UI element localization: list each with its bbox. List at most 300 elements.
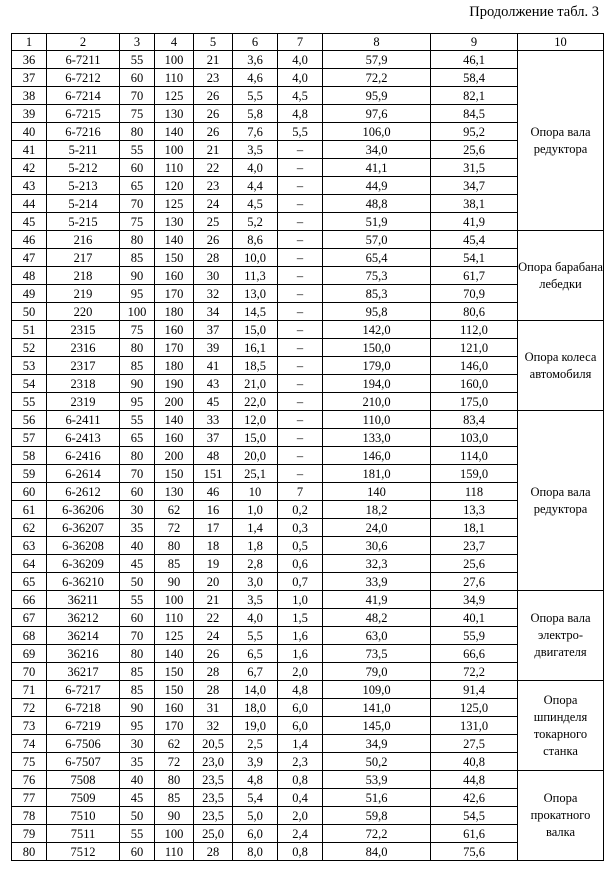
header-cell: 9 (431, 34, 518, 51)
table-cell: 26 (194, 231, 233, 249)
application-note: Опора вала редуктора (518, 411, 604, 591)
table-cell: 54 (12, 375, 47, 393)
table-cell: 23,5 (194, 771, 233, 789)
table-cell: 146,0 (431, 357, 518, 375)
table-cell: 125 (155, 627, 194, 645)
table-row (12, 321, 604, 339)
table-cell: 75 (120, 105, 155, 123)
table-cell: 67 (12, 609, 47, 627)
table-cell: 20 (194, 573, 233, 591)
table-cell: 181,0 (323, 465, 431, 483)
table-cell: 36216 (47, 645, 120, 663)
table-cell: 4,5 (278, 87, 323, 105)
table-cell: 25,0 (194, 825, 233, 843)
table-cell: 2,4 (278, 825, 323, 843)
table-cell: 48 (194, 447, 233, 465)
table-cell: 2317 (47, 357, 120, 375)
table-cell: 53,9 (323, 771, 431, 789)
table-cell: 140 (155, 411, 194, 429)
table-cell: 2318 (47, 375, 120, 393)
table-cell: 32,3 (323, 555, 431, 573)
table-cell: 4,8 (278, 105, 323, 123)
table-cell: 19,0 (233, 717, 278, 735)
table-cell: 54,1 (431, 249, 518, 267)
table-row (12, 483, 604, 501)
table-cell: 150,0 (323, 339, 431, 357)
table-cell: 7508 (47, 771, 120, 789)
table-row (12, 141, 604, 159)
table-cell: 6-2612 (47, 483, 120, 501)
table-cell: 180 (155, 357, 194, 375)
table-cell: 112,0 (431, 321, 518, 339)
table-cell: – (278, 321, 323, 339)
table-cell: 1,6 (278, 627, 323, 645)
table-cell: – (278, 195, 323, 213)
table-cell: 85 (155, 789, 194, 807)
table-cell: 68 (12, 627, 47, 645)
table-cell: 36211 (47, 591, 120, 609)
table-cell: 40 (120, 771, 155, 789)
table-cell: 21 (194, 591, 233, 609)
table-cell: 7512 (47, 843, 120, 861)
table-cell: 32 (194, 285, 233, 303)
table-row (12, 105, 604, 123)
table-cell: 1,4 (278, 735, 323, 753)
header-cell: 8 (323, 34, 431, 51)
table-cell: 51 (12, 321, 47, 339)
table-cell: 37 (194, 429, 233, 447)
table-cell: 6,0 (278, 717, 323, 735)
table-row (12, 393, 604, 411)
table-cell: 8,6 (233, 231, 278, 249)
table-row (12, 195, 604, 213)
table-cell: 4,6 (233, 69, 278, 87)
table-cell: 18,0 (233, 699, 278, 717)
table-cell: 125 (155, 87, 194, 105)
table-cell: 18 (194, 537, 233, 555)
table-cell: 46,1 (431, 51, 518, 69)
table-cell: 36212 (47, 609, 120, 627)
table-cell: 95 (120, 717, 155, 735)
table-cell: 72 (155, 753, 194, 771)
table-cell: 6-36207 (47, 519, 120, 537)
table-cell: 140 (155, 645, 194, 663)
table-cell: – (278, 447, 323, 465)
table-row (12, 681, 604, 699)
table-cell: 55 (12, 393, 47, 411)
table-cell: 23,0 (194, 753, 233, 771)
table-cell: 100 (155, 825, 194, 843)
table-cell: 73,5 (323, 645, 431, 663)
table-cell: 6-2413 (47, 429, 120, 447)
table-cell: 6-7506 (47, 735, 120, 753)
table-cell: 22,0 (233, 393, 278, 411)
header-cell: 4 (155, 34, 194, 51)
table-cell: 50,2 (323, 753, 431, 771)
table-cell: 150 (155, 249, 194, 267)
table-cell: 70 (120, 627, 155, 645)
table-cell: 51,6 (323, 789, 431, 807)
table-cell: – (278, 375, 323, 393)
table-cell: 39 (194, 339, 233, 357)
table-cell: 75 (120, 321, 155, 339)
table-cell: 160 (155, 699, 194, 717)
table-cell: 55 (120, 141, 155, 159)
table-row (12, 573, 604, 591)
table-cell: 110 (155, 843, 194, 861)
table-cell: 23 (194, 69, 233, 87)
table-cell: – (278, 303, 323, 321)
table-cell: 3,0 (233, 573, 278, 591)
table-cell: 70 (120, 87, 155, 105)
table-cell: 0,7 (278, 573, 323, 591)
header-cell: 5 (194, 34, 233, 51)
table-cell: 66 (12, 591, 47, 609)
table-cell: 90 (120, 375, 155, 393)
table-cell: 100 (120, 303, 155, 321)
table-cell: 18,5 (233, 357, 278, 375)
table-cell: 48 (12, 267, 47, 285)
table-cell: 109,0 (323, 681, 431, 699)
table-cell: 43 (12, 177, 47, 195)
table-cell: 24 (194, 627, 233, 645)
table-row (12, 807, 604, 825)
table-cell: 5-214 (47, 195, 120, 213)
table-cell: 60 (120, 843, 155, 861)
table-cell: 53 (12, 357, 47, 375)
table-cell: 25,1 (233, 465, 278, 483)
application-note: Опора колеса автомобиля (518, 321, 604, 411)
table-cell: 6-36208 (47, 537, 120, 555)
table-cell: 27,6 (431, 573, 518, 591)
table-cell: 75,3 (323, 267, 431, 285)
table-cell: 150 (155, 465, 194, 483)
table-cell: 61 (12, 501, 47, 519)
table-cell: 95 (120, 285, 155, 303)
table-row (12, 177, 604, 195)
table-cell: 31 (194, 699, 233, 717)
table-cell: 175,0 (431, 393, 518, 411)
table-cell: 48,8 (323, 195, 431, 213)
table-row (12, 375, 604, 393)
table-cell: 4,0 (233, 609, 278, 627)
table-cell: 72,2 (323, 69, 431, 87)
table-cell: 55,9 (431, 627, 518, 645)
table-cell: 80 (120, 231, 155, 249)
table-cell: 95,2 (431, 123, 518, 141)
table-cell: 65 (12, 573, 47, 591)
table-cell: 84,5 (431, 105, 518, 123)
table-cell: 60 (120, 483, 155, 501)
table-cell: 70 (12, 663, 47, 681)
table-cell: 6-7215 (47, 105, 120, 123)
table-cell: 65 (120, 429, 155, 447)
table-cell: 131,0 (431, 717, 518, 735)
table-cell: 95 (120, 393, 155, 411)
table-cell: 72,2 (431, 663, 518, 681)
table-row (12, 339, 604, 357)
table-cell: 6-7214 (47, 87, 120, 105)
table-row (12, 825, 604, 843)
table-cell: 5,5 (233, 627, 278, 645)
table-cell: 7511 (47, 825, 120, 843)
table-cell: 38 (12, 87, 47, 105)
table-cell: 63 (12, 537, 47, 555)
table-cell: 15,0 (233, 321, 278, 339)
table-cell: 170 (155, 285, 194, 303)
table-cell: 58 (12, 447, 47, 465)
table-cell: 57,0 (323, 231, 431, 249)
table-cell: – (278, 357, 323, 375)
table-cell: 5-211 (47, 141, 120, 159)
table-cell: 65 (120, 177, 155, 195)
table-cell: 75,6 (431, 843, 518, 861)
table-cell: 41 (194, 357, 233, 375)
table-cell: 30 (120, 501, 155, 519)
table-row (12, 627, 604, 645)
table-cell: 39 (12, 105, 47, 123)
table-cell: 13,3 (431, 501, 518, 519)
table-cell: 20,0 (233, 447, 278, 465)
table-cell: – (278, 465, 323, 483)
table-cell: 6-7216 (47, 123, 120, 141)
table-cell: 46 (12, 231, 47, 249)
table-cell: 5,0 (233, 807, 278, 825)
table-cell: 4,8 (278, 681, 323, 699)
table-cell: 160 (155, 267, 194, 285)
table-cell: 65,4 (323, 249, 431, 267)
table-row (12, 267, 604, 285)
table-cell: 25,6 (431, 555, 518, 573)
table-cell: 22 (194, 159, 233, 177)
table-cell: 141,0 (323, 699, 431, 717)
table-row (12, 519, 604, 537)
table-cell: 91,4 (431, 681, 518, 699)
table-cell: 217 (47, 249, 120, 267)
table-row (12, 429, 604, 447)
table-row (12, 51, 604, 69)
application-note: Опора прокатного валка (518, 771, 604, 861)
table-cell: 61,7 (431, 267, 518, 285)
table-cell: 1,6 (278, 645, 323, 663)
table-cell: 6-7212 (47, 69, 120, 87)
table-cell: 7509 (47, 789, 120, 807)
table-row (12, 465, 604, 483)
table-cell: 57,9 (323, 51, 431, 69)
table-row (12, 699, 604, 717)
table-cell: 151 (194, 465, 233, 483)
table-cell: 28 (194, 843, 233, 861)
table-cell: 66,6 (431, 645, 518, 663)
table-cell: 2,0 (278, 807, 323, 825)
table-cell: 72 (155, 519, 194, 537)
table-cell: 79 (12, 825, 47, 843)
table-cell: 18,1 (431, 519, 518, 537)
table-row (12, 231, 604, 249)
table-cell: 5,4 (233, 789, 278, 807)
table-cell: 16 (194, 501, 233, 519)
table-cell: 50 (120, 573, 155, 591)
table-cell: 2,0 (278, 663, 323, 681)
table-cell: 85 (120, 663, 155, 681)
table-cell: 72,2 (323, 825, 431, 843)
table-cell: 62 (155, 735, 194, 753)
table-cell: 33 (194, 411, 233, 429)
table-cell: 125 (155, 195, 194, 213)
table-cell: 80 (120, 339, 155, 357)
table-cell: 10,0 (233, 249, 278, 267)
table-cell: 7510 (47, 807, 120, 825)
table-cell: 80 (155, 771, 194, 789)
table-cell: 50 (12, 303, 47, 321)
table-cell: 80 (155, 537, 194, 555)
table-cell: 6-7211 (47, 51, 120, 69)
table-cell: 1,5 (278, 609, 323, 627)
table-cell: 59 (12, 465, 47, 483)
table-cell: – (278, 249, 323, 267)
table-cell: 4,0 (233, 159, 278, 177)
table-cell: 106,0 (323, 123, 431, 141)
application-note: Опора вала электро-двигателя (518, 591, 604, 681)
table-cell: 45 (194, 393, 233, 411)
table-cell: 44 (12, 195, 47, 213)
table-row (12, 717, 604, 735)
header-row (12, 34, 604, 51)
table-cell: 15,0 (233, 429, 278, 447)
table-cell: 2316 (47, 339, 120, 357)
table-cell: 78 (12, 807, 47, 825)
table-cell: 41 (12, 141, 47, 159)
table-cell: 25,6 (431, 141, 518, 159)
table-cell: 0,8 (278, 771, 323, 789)
table-cell: 180 (155, 303, 194, 321)
table-cell: 210,0 (323, 393, 431, 411)
table-cell: 70,9 (431, 285, 518, 303)
table-cell: 80,6 (431, 303, 518, 321)
table-cell: 21 (194, 51, 233, 69)
table-row (12, 843, 604, 861)
table-cell: 6,0 (278, 699, 323, 717)
header-cell: 10 (518, 34, 604, 51)
table-row (12, 285, 604, 303)
table-cell: 2,3 (278, 753, 323, 771)
header-cell: 2 (47, 34, 120, 51)
table-row (12, 663, 604, 681)
table-cell: 5,5 (233, 87, 278, 105)
table-cell: 11,3 (233, 267, 278, 285)
table-cell: – (278, 267, 323, 285)
table-cell: 7 (278, 483, 323, 501)
table-cell: 103,0 (431, 429, 518, 447)
table-cell: 23,7 (431, 537, 518, 555)
table-cell: 45 (12, 213, 47, 231)
table-cell: 16,1 (233, 339, 278, 357)
table-cell: 36 (12, 51, 47, 69)
table-cell: 100 (155, 591, 194, 609)
table-cell: 50 (120, 807, 155, 825)
table-cell: 30,6 (323, 537, 431, 555)
table-cell: 120 (155, 177, 194, 195)
table-cell: 80 (120, 123, 155, 141)
table-cell: 60 (120, 159, 155, 177)
table-cell: 55 (120, 411, 155, 429)
table-cell: 3,5 (233, 141, 278, 159)
table-cell: 80 (120, 447, 155, 465)
table-cell: 12,0 (233, 411, 278, 429)
table-cell: 14,5 (233, 303, 278, 321)
table-cell: 40,1 (431, 609, 518, 627)
table-header (12, 34, 604, 51)
table-cell: 100 (155, 141, 194, 159)
table-cell: 1,0 (233, 501, 278, 519)
table-cell: 6,0 (233, 825, 278, 843)
table-cell: 43 (194, 375, 233, 393)
table-row (12, 609, 604, 627)
table-cell: 3,6 (233, 51, 278, 69)
table-cell: 130 (155, 105, 194, 123)
table-cell: 6-2411 (47, 411, 120, 429)
table-cell: 44,8 (431, 771, 518, 789)
table-cell: 55 (120, 591, 155, 609)
table-caption: Продолжение табл. 3 (469, 4, 599, 20)
table-cell: 35 (120, 519, 155, 537)
table-cell: 194,0 (323, 375, 431, 393)
table-row (12, 789, 604, 807)
table-cell: 1,4 (233, 519, 278, 537)
table-row (12, 69, 604, 87)
application-note: Опора шпинделя токарного станка (518, 681, 604, 771)
table-cell: 170 (155, 339, 194, 357)
table-cell: 45,4 (431, 231, 518, 249)
table-cell: 28 (194, 681, 233, 699)
table-cell: 84,0 (323, 843, 431, 861)
table-cell: 23,5 (194, 807, 233, 825)
table-row (12, 645, 604, 663)
table-cell: 0,3 (278, 519, 323, 537)
table-cell: 90 (120, 267, 155, 285)
table-cell: 6-36206 (47, 501, 120, 519)
table-cell: 6-7218 (47, 699, 120, 717)
table-cell: 5,2 (233, 213, 278, 231)
table-cell: 6,5 (233, 645, 278, 663)
table-cell: 56 (12, 411, 47, 429)
table-cell: 55 (120, 51, 155, 69)
table-cell: 70 (120, 195, 155, 213)
table-cell: 42,6 (431, 789, 518, 807)
table-cell: 3,9 (233, 753, 278, 771)
table-cell: – (278, 429, 323, 447)
table-cell: 38,1 (431, 195, 518, 213)
table-cell: 90 (155, 573, 194, 591)
table-cell: 130 (155, 483, 194, 501)
table-row (12, 591, 604, 609)
table-cell: 2,8 (233, 555, 278, 573)
table-cell: 77 (12, 789, 47, 807)
table-row (12, 123, 604, 141)
table-cell: 2315 (47, 321, 120, 339)
table-cell: 63,0 (323, 627, 431, 645)
table-cell: 34,7 (431, 177, 518, 195)
table-cell: 95,9 (323, 87, 431, 105)
table-row (12, 771, 604, 789)
table-row (12, 87, 604, 105)
table-cell: 0,4 (278, 789, 323, 807)
table-cell: 45 (120, 789, 155, 807)
table-row (12, 735, 604, 753)
table-cell: 5-212 (47, 159, 120, 177)
table-cell: 6-7217 (47, 681, 120, 699)
table-cell: 4,5 (233, 195, 278, 213)
